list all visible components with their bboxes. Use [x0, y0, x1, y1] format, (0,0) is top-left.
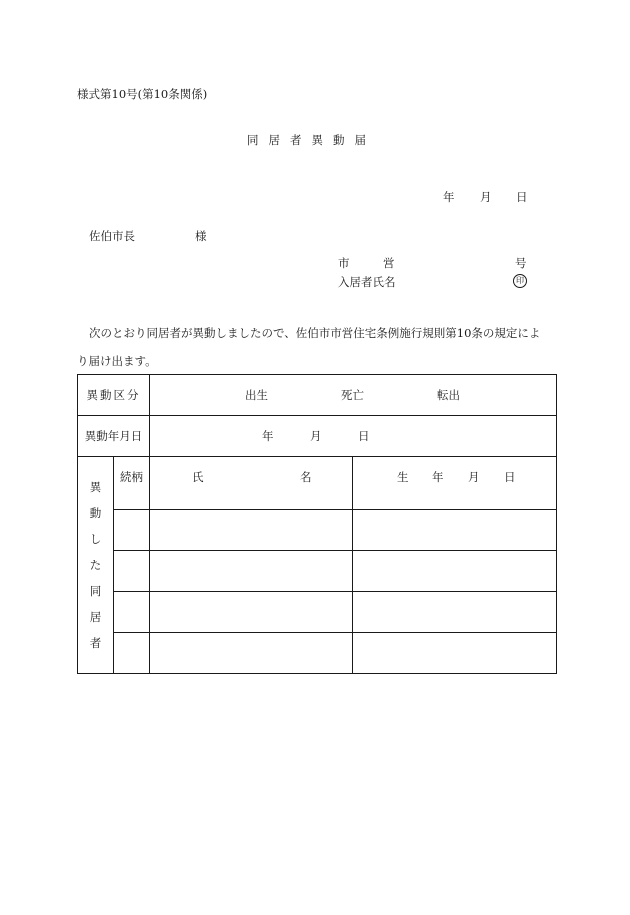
option-birth[interactable]: 出生 — [245, 388, 268, 402]
change-form-table — [77, 374, 557, 674]
member-relation-cell[interactable] — [114, 510, 150, 551]
member-birthdate-cell[interactable] — [353, 551, 557, 592]
changed-residents-label — [78, 457, 114, 674]
option-death[interactable]: 死亡 — [341, 388, 364, 402]
members-header-row — [78, 457, 557, 510]
birth-year-header: 年 — [432, 470, 444, 484]
member-birthdate-cell[interactable] — [353, 633, 557, 674]
birth-day-header: 日 — [504, 470, 516, 484]
change-type-row — [78, 375, 557, 416]
name-given-header: 名 — [300, 470, 312, 484]
addressee-honorific: 様 — [195, 229, 207, 243]
side-char: た — [89, 558, 102, 572]
side-char: 動 — [89, 506, 102, 520]
member-row — [78, 510, 557, 551]
name-family-header: 氏 — [192, 470, 204, 484]
seal-mark: 印 — [513, 274, 527, 288]
applicant-name-label: 入居者氏名 — [338, 275, 396, 289]
change-type-label: 異動区分 — [78, 375, 150, 416]
change-type-options[interactable] — [150, 375, 557, 416]
change-date-row — [78, 416, 557, 457]
change-date-day: 日 — [358, 429, 370, 443]
applicant-number-label: 号 — [515, 256, 527, 270]
member-relation-cell[interactable] — [114, 592, 150, 633]
change-date-label: 異動年月日 — [78, 416, 150, 457]
member-row — [78, 592, 557, 633]
member-birthdate-cell[interactable] — [353, 510, 557, 551]
body-text-line-1: 次のとおり同居者が異動しましたので、佐伯市市営住宅条例施行規則第10条の規定によ — [89, 326, 541, 340]
member-relation-cell[interactable] — [114, 551, 150, 592]
date-year-label: 年 — [443, 190, 455, 204]
member-name-cell[interactable] — [150, 592, 353, 633]
member-name-cell[interactable] — [150, 633, 353, 674]
side-char: 者 — [89, 636, 102, 650]
birth-header: 生 — [397, 470, 409, 484]
option-moved-out[interactable]: 転出 — [437, 388, 460, 402]
date-month-label: 月 — [480, 190, 492, 204]
side-char: 居 — [89, 610, 102, 624]
change-date-field[interactable] — [150, 416, 557, 457]
member-birthdate-cell[interactable] — [353, 592, 557, 633]
date-day-label: 日 — [516, 190, 528, 204]
addressee-name: 佐伯市長 — [89, 229, 135, 243]
form-number-label: 様式第10号(第10条関係) — [77, 87, 208, 101]
side-char: 同 — [89, 584, 102, 598]
relation-header: 続柄 — [114, 457, 150, 510]
birth-month-header: 月 — [468, 470, 480, 484]
body-text-line-2: り届け出ます。 — [77, 354, 157, 368]
change-date-year: 年 — [262, 429, 274, 443]
member-name-cell[interactable] — [150, 510, 353, 551]
member-row — [78, 633, 557, 674]
side-char: し — [89, 532, 102, 546]
applicant-housing-label: 営 — [383, 256, 395, 270]
name-header — [150, 457, 353, 510]
birthdate-header — [353, 457, 557, 510]
applicant-city-label: 市 — [338, 256, 350, 270]
member-name-cell[interactable] — [150, 551, 353, 592]
member-row — [78, 551, 557, 592]
change-date-month: 月 — [310, 429, 322, 443]
document-title: 同居者異動届 — [247, 133, 376, 147]
side-char: 異 — [89, 480, 102, 494]
member-relation-cell[interactable] — [114, 633, 150, 674]
